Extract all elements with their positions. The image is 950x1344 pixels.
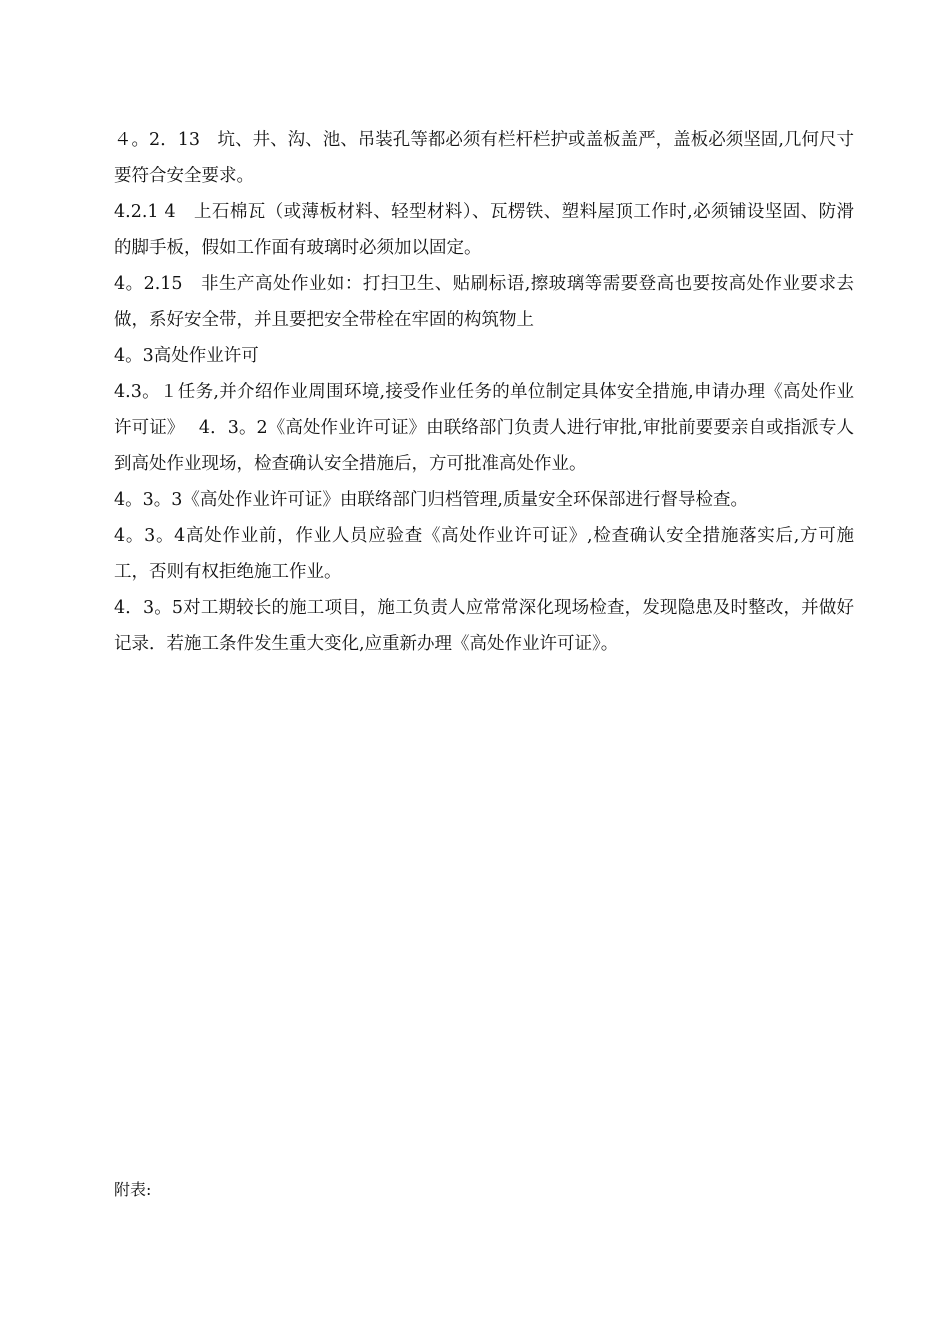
document-body: [114, 122, 854, 662]
paragraph-4-2-14: 4.2.1 4 上石棉瓦（或薄板材料、轻型材料）、瓦楞铁、塑料屋顶工作时,必须铺设坚固、防滑的脚手板，假如工作面有玻璃时必须加以固定。: [114, 202, 854, 258]
appendix-label: 附表:: [114, 1180, 152, 1199]
paragraph-4-3-1: 4.3。１任务,并介绍作业周围环境,接受作业任务的单位制定具体安全措施,申请办理《高处作业许可证》 4．3。2《高处作业许可证》由联络部门负责人进行审批,审批前要要亲自或指派专人到高处作业现场，检查确认安全措施后，方可批准高处作业。: [114, 382, 854, 474]
paragraph-4-3-3: 4。3。3《高处作业许可证》由联络部门归档管理,质量安全环保部进行督导检查。: [114, 490, 748, 510]
paragraph-4-2-13: ４。2．13 坑、井、沟、池、吊装孔等都必须有栏杆栏护或盖板盖严，盖板必须坚固,几何尺寸要符合安全要求。: [114, 130, 854, 186]
paragraph-4-3-5: 4．3。5对工期较长的施工项目，施工负责人应常常深化现场检查，发现隐患及时整改，并做好记录．若施工条件发生重大变化,应重新办理《高处作业许可证》。: [114, 598, 854, 654]
section-heading-4-3: 4。3高处作业许可: [114, 346, 259, 366]
paragraph-4-2-15: 4。2.15 非生产高处作业如：打扫卫生、贴刷标语,擦玻璃等需要登高也要按高处作业要求去做，系好安全带，并且要把安全带栓在牢固的构筑物上: [114, 274, 854, 330]
paragraph-4-3-4: 4。3。4高处作业前，作业人员应验查《高处作业许可证》,检查确认安全措施落实后,方可施工，否则有权拒绝施工作业。: [114, 526, 854, 582]
